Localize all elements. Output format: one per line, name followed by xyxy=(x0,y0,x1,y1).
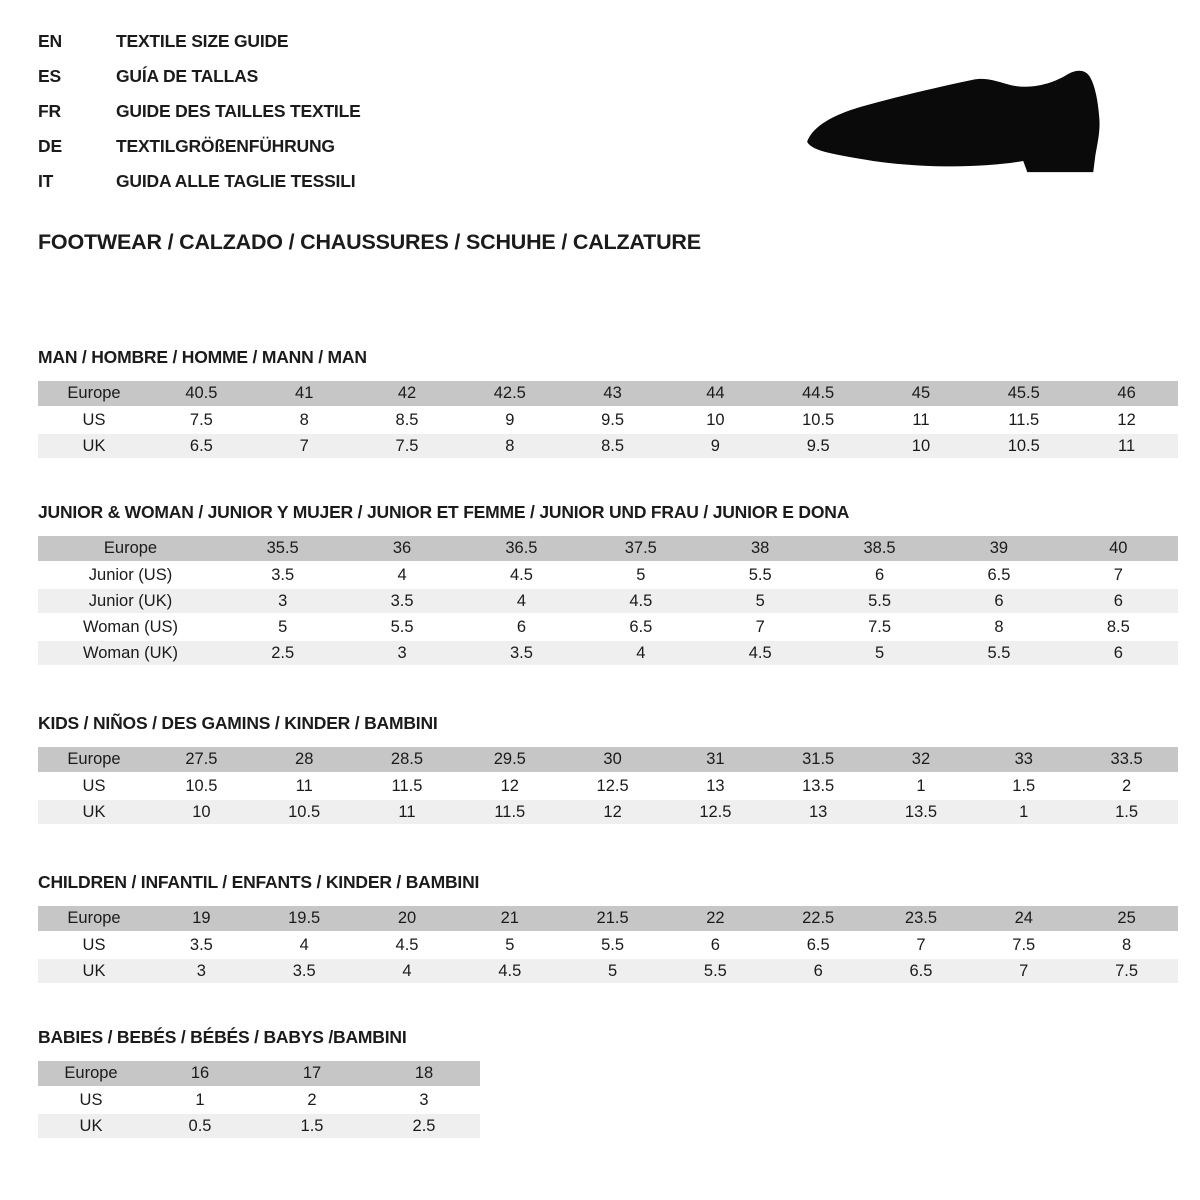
size-cell: 21 xyxy=(458,906,561,932)
size-cell: 7 xyxy=(972,958,1075,984)
size-cell: 19 xyxy=(150,906,253,932)
size-cell: 10.5 xyxy=(972,433,1075,459)
size-cell: 5.5 xyxy=(701,562,820,588)
size-cell: 40.5 xyxy=(150,381,253,407)
size-cell: 45.5 xyxy=(972,381,1075,407)
size-cell: 11.5 xyxy=(972,407,1075,433)
size-cell: 42.5 xyxy=(458,381,561,407)
size-cell: 22.5 xyxy=(767,906,870,932)
section-title-kids: KIDS / NIÑOS / DES GAMINS / KINDER / BAMBINI xyxy=(38,713,438,733)
size-cell: 4.5 xyxy=(356,932,459,958)
size-cell: 10.5 xyxy=(253,799,356,825)
size-cell: 8 xyxy=(1075,932,1178,958)
size-cell: 10 xyxy=(150,799,253,825)
size-table-babies xyxy=(38,1061,480,1140)
size-cell: 3 xyxy=(368,1087,480,1113)
row-label: US xyxy=(38,407,150,433)
table-row xyxy=(38,536,1178,562)
size-cell: 12 xyxy=(1075,407,1178,433)
size-cell: 8.5 xyxy=(356,407,459,433)
size-cell: 1.5 xyxy=(1075,799,1178,825)
size-cell: 2.5 xyxy=(223,640,342,666)
table-row xyxy=(38,906,1178,932)
row-label: US xyxy=(38,932,150,958)
size-cell: 16 xyxy=(144,1061,256,1087)
size-cell: 8 xyxy=(939,614,1058,640)
category-title: FOOTWEAR / CALZADO / CHAUSSURES / SCHUHE / CALZATURE xyxy=(38,230,701,254)
size-cell: 5.5 xyxy=(664,958,767,984)
size-cell: 5.5 xyxy=(342,614,461,640)
size-cell: 4 xyxy=(253,932,356,958)
section-title-children: CHILDREN / INFANTIL / ENFANTS / KINDER / BAMBINI xyxy=(38,872,480,892)
size-cell: 5 xyxy=(581,562,700,588)
size-cell: 4 xyxy=(342,562,461,588)
size-cell: 1.5 xyxy=(256,1113,368,1139)
size-cell: 5 xyxy=(561,958,664,984)
size-cell: 19.5 xyxy=(253,906,356,932)
size-table-junior-woman xyxy=(38,536,1178,667)
size-cell: 3.5 xyxy=(462,640,581,666)
size-cell: 7 xyxy=(1059,562,1178,588)
size-cell: 20 xyxy=(356,906,459,932)
table-row xyxy=(38,381,1178,407)
size-cell: 12 xyxy=(458,773,561,799)
size-cell: 7 xyxy=(870,932,973,958)
size-cell: 11.5 xyxy=(458,799,561,825)
size-cell: 29.5 xyxy=(458,747,561,773)
row-label: UK xyxy=(38,433,150,459)
size-cell: 6 xyxy=(1059,588,1178,614)
table-row xyxy=(38,747,1178,773)
size-cell: 7.5 xyxy=(150,407,253,433)
size-cell: 3 xyxy=(342,640,461,666)
language-code: EN xyxy=(38,31,62,51)
language-row-en xyxy=(38,24,1200,59)
row-label: Europe xyxy=(38,536,223,562)
size-cell: 6 xyxy=(664,932,767,958)
table-row xyxy=(38,773,1178,799)
table-row xyxy=(38,958,1178,984)
size-cell: 9.5 xyxy=(767,433,870,459)
size-table-kids xyxy=(38,747,1178,826)
size-cell: 2 xyxy=(1075,773,1178,799)
size-cell: 7.5 xyxy=(972,932,1075,958)
table-row xyxy=(38,407,1178,433)
size-cell: 3.5 xyxy=(150,932,253,958)
size-cell: 5.5 xyxy=(939,640,1058,666)
size-cell: 38.5 xyxy=(820,536,939,562)
size-cell: 31 xyxy=(664,747,767,773)
table-row xyxy=(38,562,1178,588)
size-cell: 4.5 xyxy=(462,562,581,588)
size-cell: 3.5 xyxy=(223,562,342,588)
size-cell: 28 xyxy=(253,747,356,773)
size-cell: 4 xyxy=(581,640,700,666)
row-label: Junior (US) xyxy=(38,562,223,588)
size-cell: 10.5 xyxy=(150,773,253,799)
size-cell: 6.5 xyxy=(767,932,870,958)
section-title-man: MAN / HOMBRE / HOMME / MANN / MAN xyxy=(38,347,367,367)
size-cell: 6.5 xyxy=(150,433,253,459)
size-cell: 17 xyxy=(256,1061,368,1087)
size-cell: 6 xyxy=(820,562,939,588)
section-title-babies: BABIES / BEBÉS / BÉBÉS / BABYS /BAMBINI xyxy=(38,1027,407,1047)
size-cell: 9 xyxy=(458,407,561,433)
row-label: US xyxy=(38,773,150,799)
size-cell: 43 xyxy=(561,381,664,407)
size-cell: 7.5 xyxy=(1075,958,1178,984)
size-cell: 11 xyxy=(870,407,973,433)
size-cell: 6.5 xyxy=(939,562,1058,588)
size-cell: 3.5 xyxy=(253,958,356,984)
table-row xyxy=(38,799,1178,825)
size-cell: 1 xyxy=(870,773,973,799)
language-label: GUÍA DE TALLAS xyxy=(116,66,259,86)
size-cell: 10 xyxy=(664,407,767,433)
size-cell: 0.5 xyxy=(144,1113,256,1139)
size-cell: 7 xyxy=(253,433,356,459)
table-row xyxy=(38,433,1178,459)
size-cell: 13 xyxy=(767,799,870,825)
size-cell: 12.5 xyxy=(664,799,767,825)
row-label: Woman (US) xyxy=(38,614,223,640)
size-cell: 31.5 xyxy=(767,747,870,773)
size-cell: 4.5 xyxy=(581,588,700,614)
size-cell: 38 xyxy=(701,536,820,562)
size-cell: 11 xyxy=(1075,433,1178,459)
size-cell: 5 xyxy=(458,932,561,958)
size-cell: 6 xyxy=(1059,640,1178,666)
size-cell: 44 xyxy=(664,381,767,407)
size-cell: 1.5 xyxy=(972,773,1075,799)
size-cell: 1 xyxy=(144,1087,256,1113)
table-row xyxy=(38,932,1178,958)
size-cell: 12 xyxy=(561,799,664,825)
size-table-children xyxy=(38,906,1178,985)
table-row xyxy=(38,588,1178,614)
size-cell: 6.5 xyxy=(581,614,700,640)
row-label: UK xyxy=(38,958,150,984)
size-cell: 8.5 xyxy=(1059,614,1178,640)
size-cell: 8 xyxy=(253,407,356,433)
table-row xyxy=(38,614,1178,640)
size-cell: 25 xyxy=(1075,906,1178,932)
size-cell: 5.5 xyxy=(820,588,939,614)
size-cell: 6 xyxy=(767,958,870,984)
size-cell: 27.5 xyxy=(150,747,253,773)
row-label: Europe xyxy=(38,381,150,407)
size-cell: 36.5 xyxy=(462,536,581,562)
size-cell: 2 xyxy=(256,1087,368,1113)
size-cell: 6.5 xyxy=(870,958,973,984)
table-row xyxy=(38,1061,480,1087)
size-section-man xyxy=(38,347,1200,460)
size-cell: 7 xyxy=(701,614,820,640)
size-section-kids xyxy=(38,713,1200,826)
size-cell: 4 xyxy=(356,958,459,984)
size-section-junior-woman xyxy=(38,502,1200,667)
size-cell: 23.5 xyxy=(870,906,973,932)
size-cell: 30 xyxy=(561,747,664,773)
size-cell: 42 xyxy=(356,381,459,407)
size-table-man xyxy=(38,381,1178,460)
table-row xyxy=(38,1087,480,1113)
size-section-children xyxy=(38,872,1200,985)
size-cell: 13.5 xyxy=(870,799,973,825)
size-cell: 7.5 xyxy=(820,614,939,640)
language-label: GUIDE DES TAILLES TEXTILE xyxy=(116,101,361,121)
size-cell: 12.5 xyxy=(561,773,664,799)
size-cell: 11.5 xyxy=(356,773,459,799)
size-cell: 4.5 xyxy=(701,640,820,666)
size-cell: 41 xyxy=(253,381,356,407)
guide-header xyxy=(38,24,1200,255)
row-label: UK xyxy=(38,1113,144,1139)
language-label: GUIDA ALLE TAGLIE TESSILI xyxy=(116,171,356,191)
size-cell: 10 xyxy=(870,433,973,459)
section-title-junior-woman: JUNIOR & WOMAN / JUNIOR Y MUJER / JUNIOR ET FEMME / JUNIOR UND FRAU / JUNIOR E DONA xyxy=(38,502,850,522)
size-cell: 37.5 xyxy=(581,536,700,562)
size-cell: 33.5 xyxy=(1075,747,1178,773)
size-cell: 3 xyxy=(223,588,342,614)
size-cell: 39 xyxy=(939,536,1058,562)
size-cell: 45 xyxy=(870,381,973,407)
size-cell: 4.5 xyxy=(458,958,561,984)
size-cell: 22 xyxy=(664,906,767,932)
size-cell: 5.5 xyxy=(561,932,664,958)
size-cell: 7.5 xyxy=(356,433,459,459)
size-cell: 2.5 xyxy=(368,1113,480,1139)
size-cell: 35.5 xyxy=(223,536,342,562)
size-cell: 5 xyxy=(223,614,342,640)
size-cell: 3.5 xyxy=(342,588,461,614)
size-cell: 6 xyxy=(939,588,1058,614)
language-code: DE xyxy=(38,136,62,156)
row-label: Europe xyxy=(38,1061,144,1087)
size-cell: 40 xyxy=(1059,536,1178,562)
size-cell: 36 xyxy=(342,536,461,562)
table-row xyxy=(38,1113,480,1139)
row-label: Europe xyxy=(38,906,150,932)
size-cell: 11 xyxy=(253,773,356,799)
size-section-babies xyxy=(38,1027,1200,1140)
row-label: Woman (UK) xyxy=(38,640,223,666)
row-label: UK xyxy=(38,799,150,825)
size-cell: 1 xyxy=(972,799,1075,825)
size-cell: 9.5 xyxy=(561,407,664,433)
size-cell: 21.5 xyxy=(561,906,664,932)
size-cell: 46 xyxy=(1075,381,1178,407)
size-cell: 8.5 xyxy=(561,433,664,459)
row-label: Europe xyxy=(38,747,150,773)
language-label: TEXTILE SIZE GUIDE xyxy=(116,31,289,51)
row-label: Junior (UK) xyxy=(38,588,223,614)
table-row xyxy=(38,640,1178,666)
size-cell: 4 xyxy=(462,588,581,614)
size-cell: 13 xyxy=(664,773,767,799)
size-cell: 13.5 xyxy=(767,773,870,799)
size-cell: 11 xyxy=(356,799,459,825)
size-cell: 9 xyxy=(664,433,767,459)
size-cell: 28.5 xyxy=(356,747,459,773)
size-cell: 18 xyxy=(368,1061,480,1087)
size-cell: 24 xyxy=(972,906,1075,932)
language-code: FR xyxy=(38,101,61,121)
size-cell: 3 xyxy=(150,958,253,984)
size-cell: 5 xyxy=(701,588,820,614)
size-cell: 5 xyxy=(820,640,939,666)
size-cell: 10.5 xyxy=(767,407,870,433)
row-label: US xyxy=(38,1087,144,1113)
shoe-icon xyxy=(800,60,1145,192)
language-code: IT xyxy=(38,171,54,191)
language-code: ES xyxy=(38,66,61,86)
size-tables xyxy=(38,347,1200,1140)
size-cell: 8 xyxy=(458,433,561,459)
size-cell: 6 xyxy=(462,614,581,640)
size-cell: 33 xyxy=(972,747,1075,773)
size-cell: 44.5 xyxy=(767,381,870,407)
size-cell: 32 xyxy=(870,747,973,773)
language-label: TEXTILGRÖßENFÜHRUNG xyxy=(116,136,335,156)
